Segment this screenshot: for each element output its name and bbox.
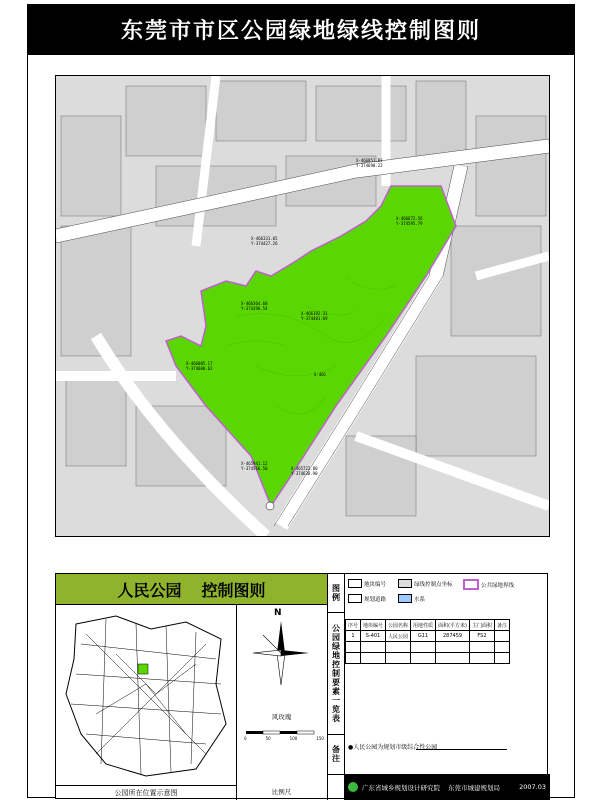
coord-label: X-465941.12 <box>241 461 268 466</box>
compass-box <box>236 604 327 800</box>
coord-label: X-466851.83 <box>356 158 383 163</box>
city-outline-map <box>56 604 236 784</box>
coord-label: Y-374566.50 <box>241 466 268 471</box>
coord-label: X-466331.05 <box>251 236 278 241</box>
scale-ticks <box>244 736 324 741</box>
scale-tick: 150 <box>316 736 324 741</box>
legend-item: 规划道路 <box>348 594 386 603</box>
location-map-box <box>56 604 237 800</box>
coord-label: Y-374427.26 <box>251 241 278 246</box>
coord-label: Y-374638.90 <box>291 471 318 476</box>
note-text: ●人民公园为规划市级综合性公园 <box>348 744 438 751</box>
coord-label: Y-374608.62 <box>186 366 213 371</box>
date-label: 2007.03 <box>519 783 546 791</box>
scale-label: 比例尺 <box>271 788 292 796</box>
wind-rose-icon <box>246 618 316 688</box>
attributes-header: 公园绿地控制要素一览表 <box>328 612 345 735</box>
attribute-table <box>345 619 510 664</box>
info-panel <box>327 574 550 800</box>
parcel-code: S-401 <box>314 372 327 377</box>
location-caption: 公园所在位置示意图 <box>56 785 236 800</box>
legend-item: 水系 <box>398 594 425 603</box>
coord-label: X-466364.68 <box>241 301 268 306</box>
legend-header: 图例 <box>328 574 345 613</box>
coord-label: Y-374595.79 <box>396 221 423 226</box>
notes-header: 备注 <box>328 734 345 775</box>
institute-logo-icon <box>348 782 358 792</box>
legend-item: 公共绿地界线 <box>463 579 514 590</box>
park-subtitle: 控制图则 <box>201 580 266 600</box>
table-row: 1 S-401 人民公园 G11 287459 FS2 <box>346 631 510 642</box>
coord-label: Y-374481.69 <box>301 316 328 321</box>
scale-tick: 50 <box>265 736 271 741</box>
coord-label: Y-374690.22 <box>356 163 383 168</box>
coord-label: X-466672.56 <box>396 216 423 221</box>
coord-label: Y-374396.54 <box>241 306 268 311</box>
institute-name: 广东省城乡规划设计研究院 <box>362 783 440 792</box>
coord-label: X-466192.31 <box>301 311 328 316</box>
park-location-marker <box>138 664 148 674</box>
park-name: 人民公园 <box>117 580 182 600</box>
table-header-row: 序号 地块编号 公园名称 用地性质 面积(平方米) 主门面积 备注 <box>346 620 510 631</box>
legend-item: 地块编号 <box>348 579 386 588</box>
legend-item: 绿线控制点坐标 <box>398 579 453 588</box>
park-title-bar <box>56 574 327 605</box>
coord-label: X-465722.80 <box>291 466 318 471</box>
scale-tick: 100 <box>289 736 298 741</box>
bureau-name: 东莞市城建规划局 <box>448 783 500 792</box>
page-title: 东莞市市区公园绿地绿线控制图则 <box>27 4 575 54</box>
main-map[interactable] <box>55 75 550 537</box>
scale-tick: 0 <box>244 736 247 741</box>
control-panel <box>55 573 548 799</box>
footer-bar <box>344 774 550 800</box>
coord-label: X-466005.17 <box>186 361 213 366</box>
north-label: N <box>274 608 282 618</box>
wind-rose-label: 风玫瑰 <box>271 713 292 721</box>
